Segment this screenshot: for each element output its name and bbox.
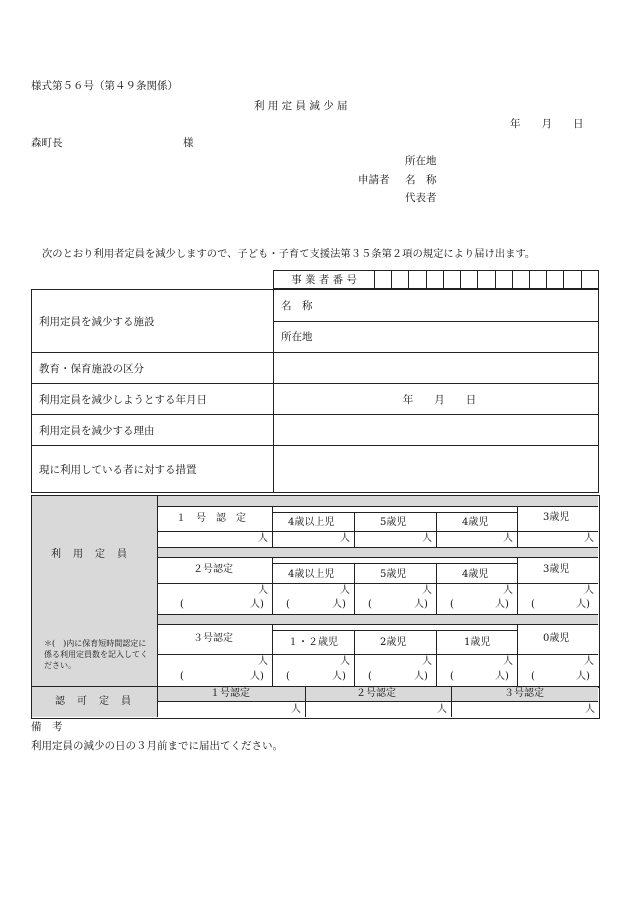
business-number-digit[interactable] [512, 271, 529, 289]
unit: 人 [584, 656, 594, 667]
unit: 人 [503, 533, 513, 544]
paren-close: 人) [332, 599, 346, 610]
applicant-name-label: 名 称 [405, 174, 437, 186]
submission-date: 年 月 日 [510, 118, 584, 130]
form-number: 様式第５６号（第４９条関係） [31, 80, 178, 92]
paren-open: ( [180, 671, 184, 682]
paren-open: ( [286, 599, 290, 610]
category-label: 教育・保育施設の区分 [32, 353, 274, 384]
paren-open: ( [531, 599, 535, 610]
addressee: 森町長 [31, 137, 63, 149]
paren-open: ( [450, 599, 454, 610]
group2-col: 4歳以上児 [288, 569, 335, 580]
paren-open: ( [368, 599, 372, 610]
unit: 人 [422, 533, 432, 544]
unit: 人 [258, 656, 268, 667]
group2-col: 3歳児 [543, 564, 570, 575]
unit: 人 [422, 585, 432, 596]
facility-name-field[interactable] [274, 290, 599, 322]
paren-close: 人) [414, 671, 428, 682]
paren-open: ( [180, 599, 184, 610]
paren-close: 人) [576, 599, 590, 610]
unit: 人 [340, 585, 350, 596]
approved-col: ２号認定 [356, 688, 396, 699]
facility-label: 利用定員を減少する施設 [32, 290, 274, 353]
paren-open: ( [286, 671, 290, 682]
paren-close: 人) [414, 599, 428, 610]
document-title: 利 用 定 員 減 少 届 [254, 100, 348, 112]
category-field[interactable] [274, 353, 599, 384]
paren-open: ( [450, 671, 454, 682]
business-number-digit[interactable] [478, 271, 495, 289]
business-number-label: 事 業 者 番 号 [274, 271, 375, 289]
paren-open: ( [368, 671, 372, 682]
statement: 次のとおり利用者定員を減少しますので、子ども・子育て支援法第３５条第２項の規定により届け出ます。 [42, 248, 536, 260]
capacity-label: 利 用 定 員 [51, 549, 128, 560]
remarks-label: 備 考 [31, 721, 63, 733]
addressee-honorific: 様 [183, 137, 194, 149]
business-number-digit[interactable] [461, 271, 478, 289]
business-number-table [273, 270, 599, 289]
group3-col: 0歳児 [543, 633, 570, 644]
capacity-band [158, 547, 598, 557]
paren-close: 人) [495, 671, 509, 682]
paren-close: 人) [576, 671, 590, 682]
facility-address-label: 所在地 [281, 331, 313, 344]
measures-label: 現に利用している者に対する措置 [32, 446, 274, 493]
facility-info-table [31, 289, 599, 493]
group1-label: １ 号 認 定 [176, 513, 246, 524]
unit: 人 [585, 704, 595, 715]
business-number-digit[interactable] [529, 271, 546, 289]
business-number-digit[interactable] [564, 271, 581, 289]
reduction-date-label: 利用定員を減少しようとする年月日 [32, 384, 274, 415]
reduction-date-field[interactable]: 年 月 日 [274, 384, 599, 415]
reason-field[interactable] [274, 415, 599, 446]
business-number-digit[interactable] [443, 271, 460, 289]
group1-col: 4歳児 [462, 517, 489, 528]
remarks-text: 利用定員の減少の日の３月前までに届出てください。 [31, 740, 283, 752]
approved-col: ３号認定 [504, 688, 544, 699]
unit: 人 [584, 585, 594, 596]
applicant-label: 申請者 [358, 174, 390, 186]
capacity-band [158, 614, 598, 624]
group3-col: １・２歳児 [288, 637, 338, 648]
facility-name-label: 名 称 [281, 299, 313, 312]
capacity-note: ＊( )内に保育短時間認定に係る利用定員数を記入してください。 [44, 639, 148, 670]
reason-label: 利用定員を減少する理由 [32, 415, 274, 446]
unit: 人 [437, 704, 447, 715]
measures-field[interactable] [274, 446, 599, 493]
business-number-digit[interactable] [392, 271, 409, 289]
group1-col: 4歳以上児 [288, 517, 335, 528]
applicant-address-label: 所在地 [405, 155, 437, 167]
unit: 人 [340, 533, 350, 544]
business-number-digit[interactable] [375, 271, 392, 289]
unit: 人 [422, 656, 432, 667]
group2-label: ２号認定 [193, 564, 233, 575]
group1-col: 3歳児 [543, 512, 570, 523]
facility-address-field[interactable] [274, 321, 599, 353]
paren-close: 人) [495, 599, 509, 610]
business-number-digit[interactable] [547, 271, 564, 289]
approved-label: 認 可 定 員 [55, 696, 132, 707]
capacity-band [158, 496, 598, 506]
unit: 人 [503, 585, 513, 596]
unit: 人 [258, 533, 268, 544]
unit: 人 [291, 704, 301, 715]
group2-col: 4歳児 [462, 569, 489, 580]
business-number-digit[interactable] [426, 271, 443, 289]
group1-col: 5歳児 [380, 517, 407, 528]
group3-label: ３号認定 [193, 633, 233, 644]
approved-col: １号認定 [210, 688, 250, 699]
unit: 人 [340, 656, 350, 667]
unit: 人 [584, 533, 594, 544]
business-number-digit[interactable] [495, 271, 512, 289]
group3-col: 2歳児 [380, 637, 407, 648]
paren-close: 人) [250, 599, 264, 610]
applicant-representative-label: 代表者 [405, 192, 437, 204]
group3-col: 1歳児 [464, 637, 491, 648]
paren-close: 人) [332, 671, 346, 682]
unit: 人 [503, 656, 513, 667]
business-number-digit[interactable] [409, 271, 426, 289]
group2-col: 5歳児 [380, 569, 407, 580]
paren-open: ( [531, 671, 535, 682]
paren-close: 人) [250, 671, 264, 682]
business-number-digit[interactable] [581, 271, 598, 289]
unit: 人 [258, 585, 268, 596]
